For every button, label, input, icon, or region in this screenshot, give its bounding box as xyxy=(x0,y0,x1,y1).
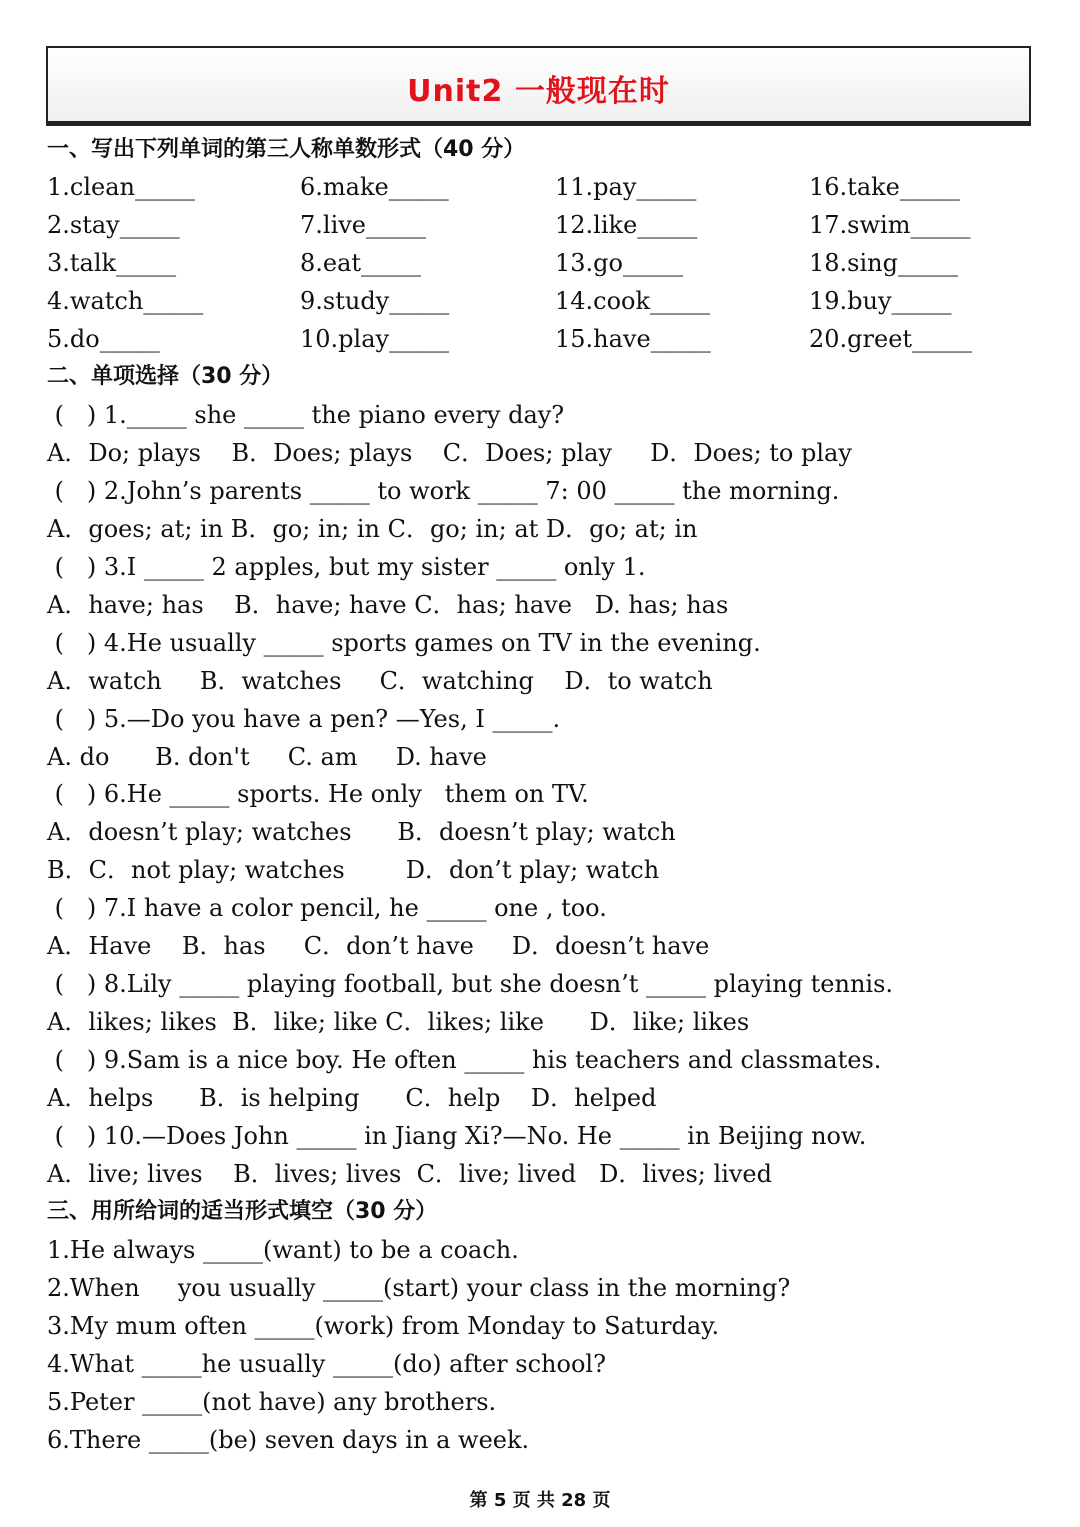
word-item: 1.clean_____ xyxy=(47,173,195,201)
word-row xyxy=(47,206,971,244)
fill-line: 4.What _____he usually _____(do) after school? xyxy=(47,1350,606,1378)
word-item: 14.cook_____ xyxy=(555,287,711,315)
fill-line: 2.When you usually _____(start) your class in the morning? xyxy=(47,1274,791,1302)
word-item: 13.go_____ xyxy=(555,249,683,277)
word-item: 6.make_____ xyxy=(300,173,449,201)
options-line: A．likes; likes B．like; like C．likes; like D．like; likes xyxy=(47,1008,750,1036)
options-line: A．watch B．watches C．watching D．to watch xyxy=(47,667,713,695)
question-line: ( ) 7.I have a color pencil, he _____ one , too. xyxy=(47,894,607,922)
word-item: 11.pay_____ xyxy=(555,173,697,201)
word-item: 15.have_____ xyxy=(555,325,711,353)
word-item: 3.talk_____ xyxy=(47,249,177,277)
options-line: A．doesn’t play; watches B．doesn’t play; watch xyxy=(47,818,676,846)
question-line: ( ) 9.Sam is a nice boy. He often _____ his teachers and classmates. xyxy=(47,1046,882,1074)
question-line: ( ) 5.—Do you have a pen? —Yes, I _____. xyxy=(47,705,561,733)
options-line: B．C．not play; watches D．don’t play; watch xyxy=(47,856,660,884)
word-item: 12.like_____ xyxy=(555,211,698,239)
word-row xyxy=(47,168,960,206)
question-line: ( ) 2.John’s parents _____ to work _____ 7: 00 _____ the morning. xyxy=(47,477,840,505)
question-line: ( ) 3.I _____ 2 apples, but my sister _____ only 1. xyxy=(47,553,646,581)
word-row xyxy=(47,282,952,320)
word-item: 18.sing_____ xyxy=(809,249,958,277)
page-number: 第 5 页 共 28 页 xyxy=(469,1490,611,1511)
word-item: 9.study_____ xyxy=(300,287,450,315)
fill-line: 3.My mum often _____(work) from Monday to Saturday. xyxy=(47,1312,720,1340)
word-item: 17.swim_____ xyxy=(809,211,971,239)
options-line: A．Have B．has C．don’t have D．doesn’t have xyxy=(47,932,710,960)
fill-line: 1.He always _____(want) to be a coach. xyxy=(47,1236,519,1264)
question-line: ( ) 8.Lily _____ playing football, but she doesn’t _____ playing tennis. xyxy=(47,970,894,998)
word-item: 8.eat_____ xyxy=(300,249,422,277)
options-line: A．helps B．is helping C．help D．helped xyxy=(47,1084,657,1112)
fill-line: 6.There _____(be) seven days in a week. xyxy=(47,1426,530,1454)
word-item: 19.buy_____ xyxy=(809,287,952,315)
options-line: A．goes; at; in B．go; in; in C．go; in; at D．go; at; in xyxy=(47,515,698,543)
options-line: A．have; has B．have; have C．has; have D. has; has xyxy=(47,591,729,619)
word-row xyxy=(47,320,973,358)
options-line: A．live; lives B．lives; lives C．live; lived D．lives; lived xyxy=(47,1160,772,1188)
question-line: ( ) 4.He usually _____ sports games on TV in the evening. xyxy=(47,629,761,657)
word-item: 16.take_____ xyxy=(809,173,960,201)
title-box xyxy=(46,46,1031,126)
question-line: ( ) 10.—Does John _____ in Jiang Xi?—No. He _____ in Beijing now. xyxy=(47,1122,867,1150)
section1-heading: 一、写出下列单词的第三人称单数形式（40 分） xyxy=(47,137,526,162)
fill-line: 5.Peter _____(not have) any brothers. xyxy=(47,1388,497,1416)
page-title: Unit2 一般现在时 xyxy=(407,74,670,109)
word-item: 4.watch_____ xyxy=(47,287,204,315)
word-item: 5.do_____ xyxy=(47,325,160,353)
options-line: A．Do; plays B．Does; plays C．Does; play D．Does; to play xyxy=(47,439,852,467)
section3-heading: 三、用所给词的适当形式填空（30 分） xyxy=(47,1199,438,1224)
word-item: 2.stay_____ xyxy=(47,211,180,239)
word-item: 10.play_____ xyxy=(300,325,450,353)
section2-heading: 二、单项选择（30 分） xyxy=(47,364,284,389)
question-line: ( ) 1._____ she _____ the piano every day? xyxy=(47,401,565,429)
question-line: ( ) 6.He _____ sports. He only them on TV. xyxy=(47,780,589,808)
options-line: A. do B. don't C. am D. have xyxy=(47,743,487,771)
word-item: 20.greet_____ xyxy=(809,325,973,353)
word-item: 7.live_____ xyxy=(300,211,427,239)
word-row xyxy=(47,244,958,282)
